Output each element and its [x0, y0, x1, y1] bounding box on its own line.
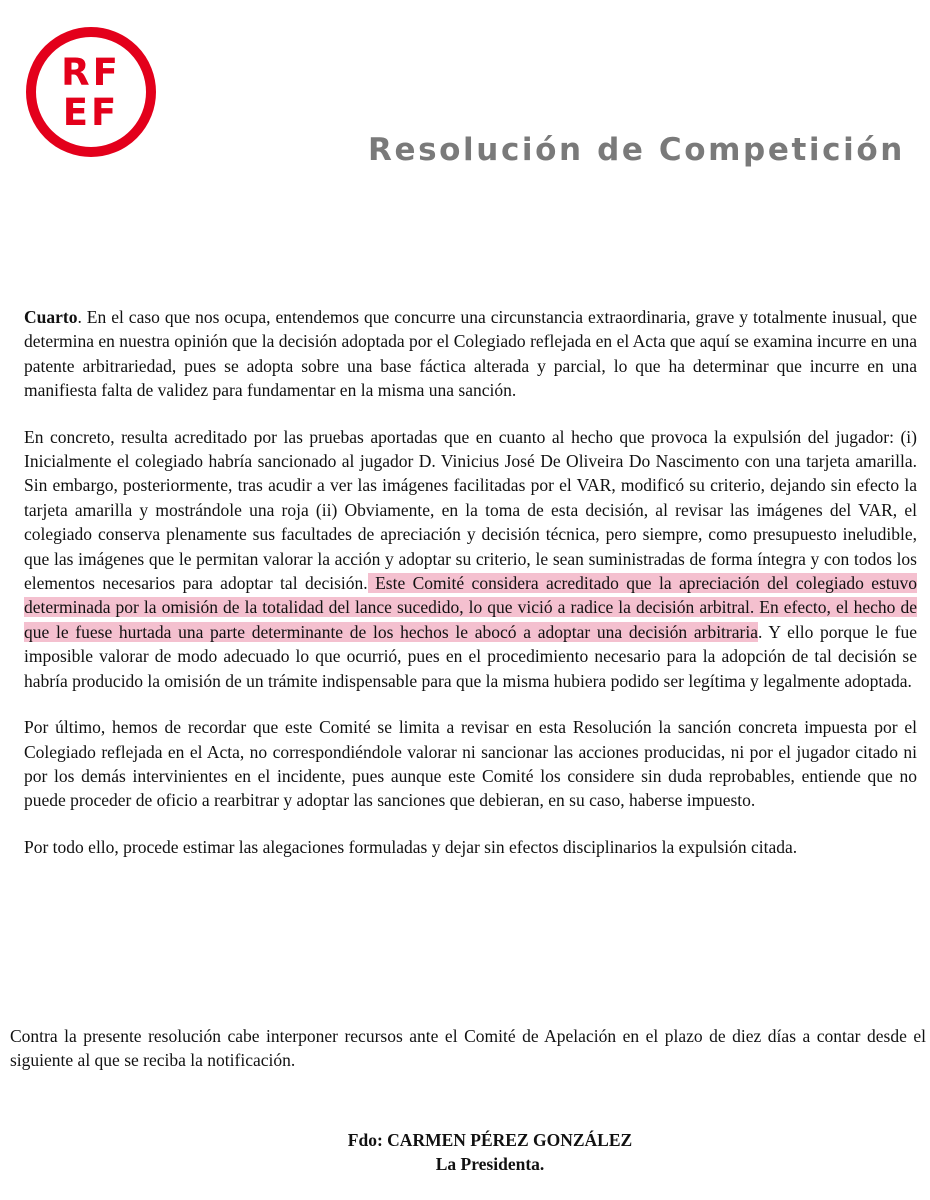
rfef-logo	[26, 20, 156, 164]
signature-block	[0, 1128, 930, 1177]
signatory-name: Fdo: CARMEN PÉREZ GONZÁLEZ	[347, 1130, 633, 1150]
paragraph-cuarto	[24, 305, 917, 403]
paragraph-por-ultimo: Por último, hemos de recordar que este Comité se limita a revisar en esta Resolución la sanción concreta impuesta por el Colegiado reflejada en el Acta, no correspondiéndole valorar ni sancionar las acciones producidas, ni por el jugador citado ni por los demás intervinientes en el incidente, pues aunque este Comité los considere sin duda reprobables, entiende que no puede proceder de oficio a rearbitrar y adoptar las sanciones que debieran, en su caso, haberse impuesto.	[24, 717, 917, 811]
paragraph-en-concreto	[24, 425, 917, 693]
resolution-body	[24, 305, 917, 859]
appeal-notice: Contra la presente resolución cabe interponer recursos ante el Comité de Apelación en el plazo de diez días a contar desde el siguiente al que se reciba la notificación.	[10, 1026, 926, 1071]
logo-text-bottom: EF	[62, 91, 120, 134]
paragraph-lead: Cuarto	[24, 307, 78, 327]
paragraph-text: . Y ello porque le fue imposible valorar de modo adecuado lo que ocurrió, pues en el procedimiento necesario para la adopción de tal decisión se habría producido la omisión de un trámite indispensable para que la misma hubiera podido ser legítima y legalmente adoptada.	[24, 621, 918, 691]
signatory-role: La Presidenta.	[435, 1154, 545, 1175]
document-title: Resolución de Competición	[368, 132, 905, 168]
highlighted-text: Este Comité considera acreditado que la apreciación del colegiado estuvo determinada por la omisión de la totalidad del lance sucedido, lo que vició a radice la decisión arbitral. En efecto, el hecho de que le fuese hurtada una parte determinante de los hechos le abocó a adoptar una decisión arbitraria	[24, 573, 917, 642]
paragraph-conclusion: Por todo ello, procede estimar las alegaciones formuladas y dejar sin efectos disciplinarios la expulsión citada.	[24, 836, 798, 857]
paragraph-text: . En el caso que nos ocupa, entendemos que concurre una circunstancia extraordinaria, grave y totalmente inusual, que determina en nuestra opinión que la decisión adoptada por el Colegiado reflejada en el Acta que aquí se examina incurre en una patente arbitrariedad, pues se adopta sobre una base fáctica alterada y parcial, lo que ha determinar que incurre en una manifiesta falta de validez para fundamentar en la misma una sanción.	[24, 307, 917, 401]
paragraph-text: En concreto, resulta acreditado por las pruebas aportadas que en cuanto al hecho que provoca la expulsión del jugador: (i) Inicialmente el colegiado habría sancionado al jugador D. Vinicius José De Oliveira Do Nascimento con una tarjeta amarilla. Sin embargo, posteriormente, tras acudir a ver las imágenes facilitadas por el VAR, modificó su criterio, dejando sin efecto la tarjeta amarilla y mostrándole una roja (ii) Obviamente, en la toma de esta decisión, al revisar las imágenes del VAR, el colegiado conserva plenamente sus facultades de apreciación y decisión técnica, pero siempre, como presupuesto ineludible, que las imágenes que le permitan valorar la acción y adoptar su criterio, le sean suministradas de forma íntegra y con todos los elementos necesarios para adoptar tal decisión.	[24, 426, 917, 594]
logo-text-top: RF	[61, 51, 121, 94]
